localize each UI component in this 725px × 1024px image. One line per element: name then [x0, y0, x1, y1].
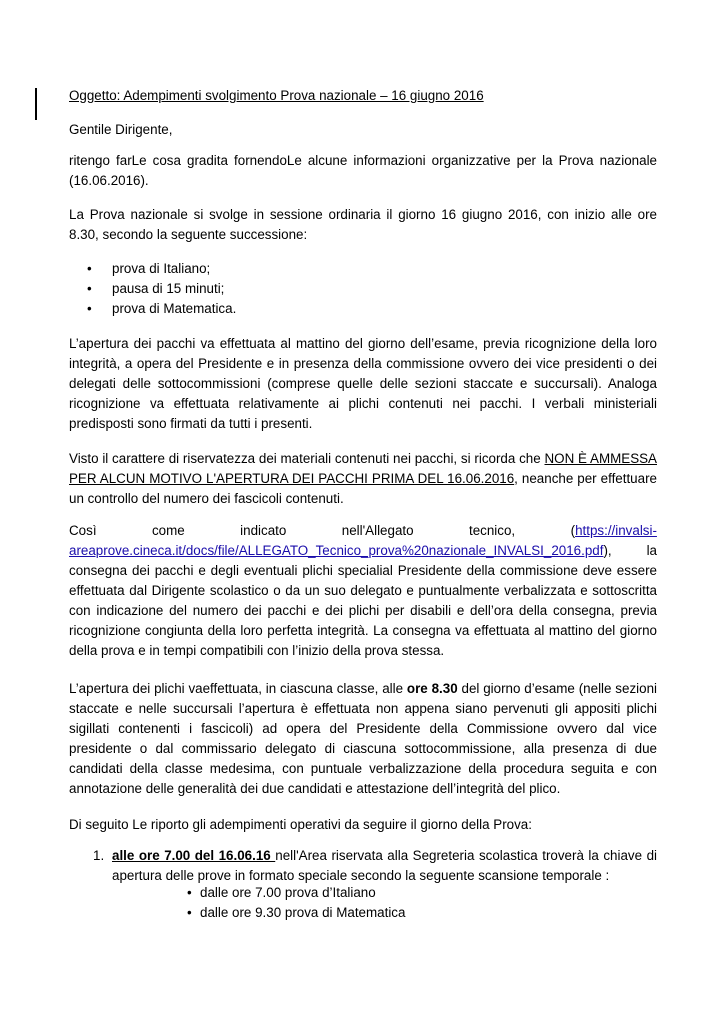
envelopes-paragraph: L’apertura dei plichi vaeffettuata, in ciascuna classe, alle ore 8.30 del giorno d’esame (nelle sezioni staccate e nelle succursali l’apertura è effettuata non appena siano pervenuti gli appositi plichi sigillati contenenti i fascicoli) ad opera del Presidente della Commissione ovvero dal vice presidente o dal commissario delegato di ciascuna sottocommissione, alla presenza di due candidati della classe medesima, con puntuale verbalizzazione della procedura seguita e con annotazione delle generalità dei due candidati e attestazione dell’integrità del plico. — [69, 681, 657, 796]
steps-intro: Di seguito Le riporto gli adempimenti operativi da seguire il giorno della Prova: — [69, 817, 532, 832]
delivery-second-line: areaprove.cineca.it/docs/file/ALLEGATO_Tecnico_prova%20nazionale_INVALSI_2016.pdf), la — [69, 543, 657, 558]
list-item: • dalle ore 9.30 prova di Matematica — [187, 903, 405, 923]
list-item: • dalle ore 7.00 prova d’Italiano — [187, 883, 405, 903]
greeting: Gentile Dirigente, — [69, 122, 173, 137]
delivery-paragraph — [69, 521, 657, 661]
list-item: • prova di Matematica. — [69, 299, 236, 319]
subject-line: Oggetto: Adempimenti svolgimento Prova nazionale – 16 giugno 2016 — [69, 88, 484, 103]
no-opening-warning: NON È AMMESSA PER ALCUN MOTIVO L'APERTURA DEI PACCHI PRIMA DEL 16.06.2016 — [69, 451, 657, 486]
step-1-number: 1. — [93, 848, 105, 863]
delivery-body: consegna dei pacchi e degli eventuali plichi specialial Presidente della commissione deve essere effettuata dal Dirigente scolastico o da un suo delegato e puntualmente verbalizzata e sottoscritta con indicazione del numero dei pacchi e dei plichi per disabili e dell’ora della consegna, previa ricognizione congiunta della loro perfetta integrità. La consegna va effettuata al mattino del giorno della prova e in tempi compatibili con l’inizio della prova stessa. — [69, 563, 657, 658]
allegato-link-start[interactable]: https://invalsi- — [575, 523, 657, 538]
list-item: • pausa di 15 minuti; — [69, 279, 236, 299]
confidentiality-paragraph: Visto il carattere di riservatezza dei materiali contenuti nei pacchi, si ricorda che NON È AMMESSA PER ALCUN MOTIVO L'APERTURA DEI PACCHI PRIMA DEL 16.06.2016, neanche per effettuare un controllo del numero dei fascicoli contenuti. — [69, 451, 657, 506]
margin-change-bar — [35, 88, 37, 120]
step-1-text: alle ore 7.00 del 16.06.16 nell'Area riservata alla Segreteria scolastica troverà la chiave di apertura delle prove in formato speciale secondo la seguente scansione temporale : — [112, 848, 657, 883]
list-item: • prova di Italiano; — [69, 259, 236, 279]
schedule-list — [69, 259, 236, 319]
allegato-link[interactable]: areaprove.cineca.it/docs/file/ALLEGATO_Tecnico_prova%20nazionale_INVALSI_2016.pdf — [69, 543, 604, 558]
intro-paragraph: ritengo farLe cosa gradita fornendoLe alcune informazioni organizzative per la Prova nazionale (16.06.2016). — [69, 153, 657, 188]
delivery-first-line: Così come indicato nell'Allegato tecnico, (https://invalsi- — [69, 523, 657, 538]
schedule-intro: La Prova nazionale si svolge in sessione ordinaria il giorno 16 giugno 2016, con inizio alle ore 8.30, secondo la seguente successione: — [69, 207, 657, 242]
opening-paragraph: L’apertura dei pacchi va effettuata al mattino del giorno dell’esame, previa ricognizione della loro integrità, a opera del Presidente e in presenza della commissione ovvero dei vice presidenti o dei delegati delle sottocommissioni (comprese quelle delle sezioni staccate e succursali). Analoga ricognizione va effettuata relativamente ai plichi contenuti nei pacchi. I verbali ministeriali predisposti sono firmati da tutti i presenti. — [69, 336, 657, 431]
step-1-sublist — [187, 883, 405, 923]
